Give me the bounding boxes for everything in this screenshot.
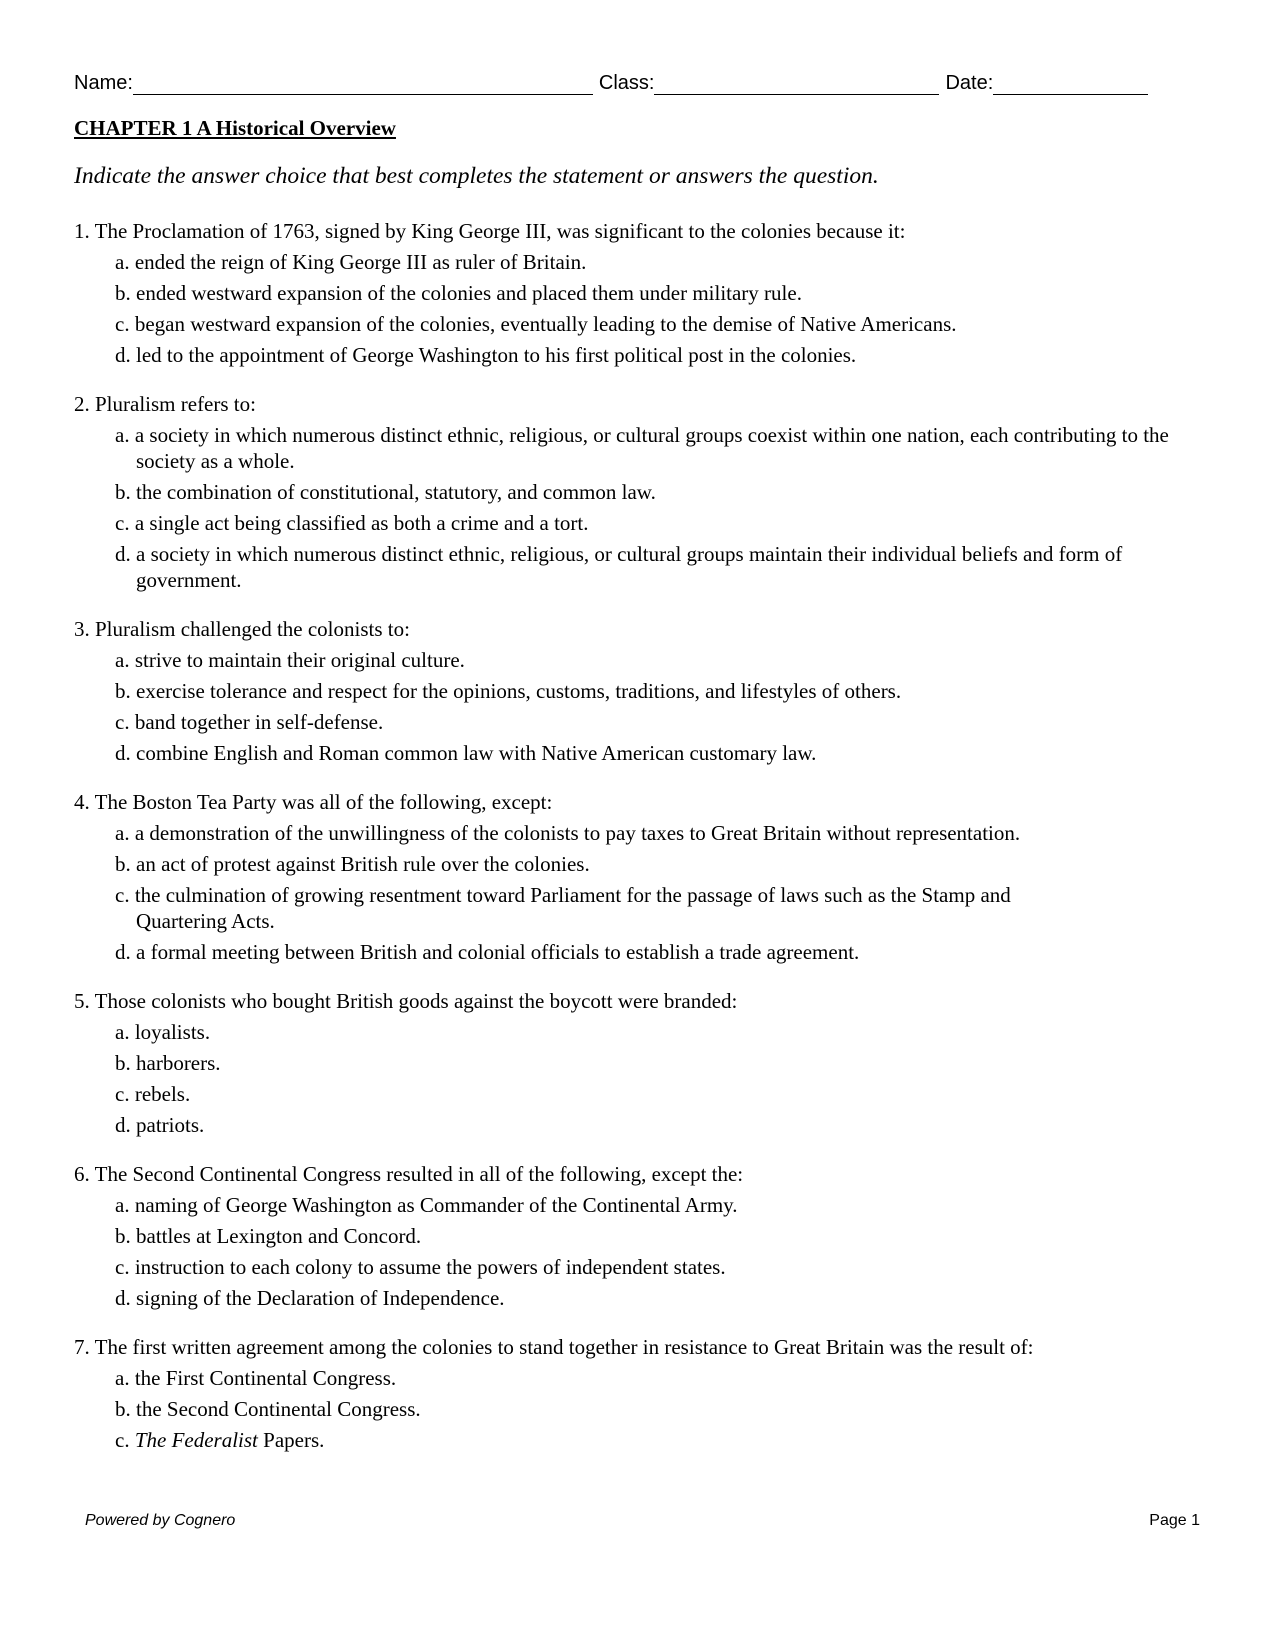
answer-option: a. loyalists. [115,1020,211,1044]
answer-option: a. naming of George Washington as Commander of the Continental Army. [115,1193,738,1217]
name-field-line[interactable] [133,72,593,95]
answer-option: b. exercise tolerance and respect for the opinions, customs, traditions, and lifestyles of others. [115,679,902,703]
class-field-line[interactable] [654,72,939,95]
answer-option: b. harborers. [115,1051,221,1075]
answer-option: a. a demonstration of the unwillingness of the colonists to pay taxes to Great Britain without representation. [115,821,1021,845]
answer-option: b. battles at Lexington and Concord. [115,1224,422,1248]
footer-page-number: Page 1 [1149,1512,1200,1529]
answer-option: d. a society in which numerous distinct ethnic, religious, or cultural groups maintain their individual beliefs and form of government. [115,542,1123,592]
answer-option: a. strive to maintain their original culture. [115,648,465,672]
option-suffix: Papers. [257,1428,325,1452]
question-stem: 3. Pluralism challenged the colonists to: [74,617,410,641]
answer-option: c. the culmination of growing resentment toward Parliament for the passage of laws such as the Stamp and Quartering Acts. [115,883,1011,933]
answer-option: b. an act of protest against British rule over the colonies. [115,852,590,876]
question-5 [74,988,1194,1138]
chapter-title: CHAPTER 1 A Historical Overview [74,116,396,140]
answer-option: d. patriots. [115,1113,205,1137]
answer-option-c [115,1427,1194,1453]
question-3 [74,616,1194,766]
answer-option: b. the Second Continental Congress. [115,1397,421,1421]
answer-option: d. led to the appointment of George Washington to his first political post in the colonies. [115,343,857,367]
question-stem: 1. The Proclamation of 1763, signed by King George III, was significant to the colonies because it: [74,219,906,243]
question-stem: 2. Pluralism refers to: [74,392,256,416]
answer-option: d. combine English and Roman common law with Native American customary law. [115,741,817,765]
answer-option: a. ended the reign of King George III as ruler of Britain. [115,250,587,274]
footer-powered-by: Powered by Cognero [85,1512,236,1529]
name-label: Name: [74,72,133,94]
instructions: Indicate the answer choice that best completes the statement or answers the question. [74,163,879,189]
header-fields [74,72,1190,95]
question-stem: 7. The first written agreement among the colonies to stand together in resistance to Great Britain was the result of: [74,1335,1034,1359]
option-italic-title: The Federalist [134,1428,258,1452]
question-7 [74,1334,1194,1453]
answer-option: c. a single act being classified as both a crime and a tort. [115,511,589,535]
question-stem: 5. Those colonists who bought British goods against the boycott were branded: [74,989,738,1013]
answer-option: c. began westward expansion of the colonies, eventually leading to the demise of Native Americans. [115,312,957,336]
answer-option: a. the First Continental Congress. [115,1366,397,1390]
question-stem: 6. The Second Continental Congress resulted in all of the following, except the: [74,1162,744,1186]
answer-option: c. instruction to each colony to assume the powers of independent states. [115,1255,726,1279]
question-4 [74,789,1194,965]
question-2 [74,391,1194,593]
question-stem: 4. The Boston Tea Party was all of the following, except: [74,790,553,814]
question-list [74,218,1194,1476]
question-6 [74,1161,1194,1311]
answer-option: d. a formal meeting between British and colonial officials to establish a trade agreement. [115,940,860,964]
question-1 [74,218,1194,368]
answer-option: b. ended westward expansion of the colonies and placed them under military rule. [115,281,802,305]
date-field-line[interactable] [993,72,1148,95]
answer-option: a. a society in which numerous distinct ethnic, religious, or cultural groups coexist within one nation, each contributing to the society as a whole. [115,423,1169,473]
answer-option: b. the combination of constitutional, statutory, and common law. [115,480,656,504]
date-label: Date: [945,72,994,94]
answer-option: c. band together in self-defense. [115,710,384,734]
option-prefix: c. [115,1428,135,1452]
class-label: Class: [598,72,655,94]
answer-option: c. rebels. [115,1082,191,1106]
answer-option: d. signing of the Declaration of Independence. [115,1286,505,1310]
